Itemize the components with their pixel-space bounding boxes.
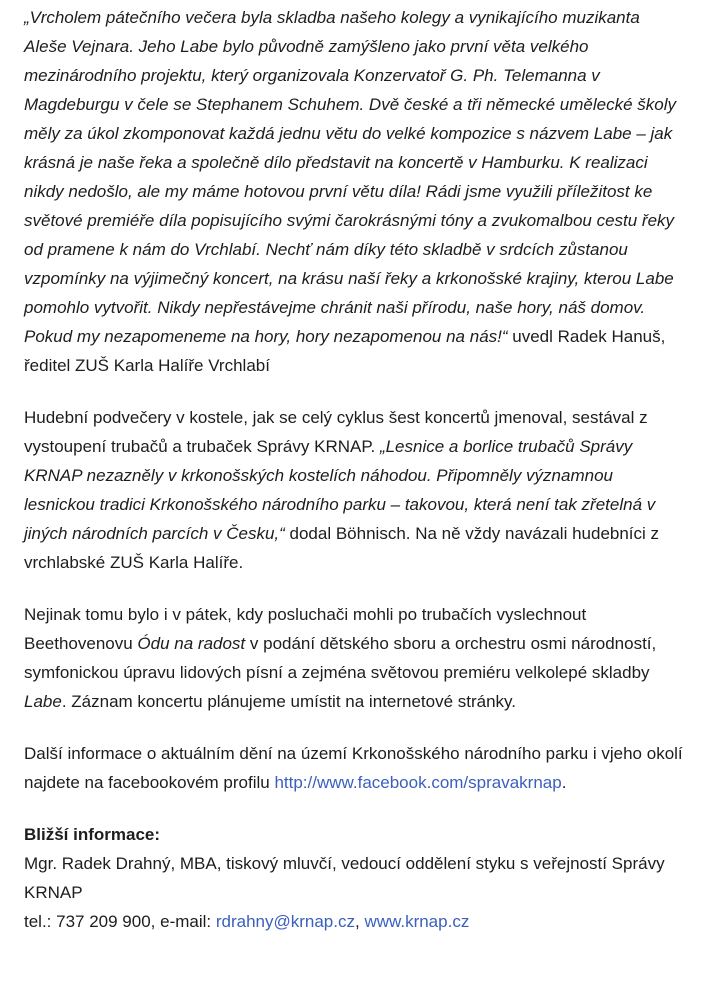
paragraph-text: dodal Böhnisch. Na ně vždy navázali hudebníci z vrchlabské ZUŠ Karla Halíře. [24, 524, 660, 572]
paragraph-text: v podání dětského sboru a orchestru osmi národností, symfonickou úpravu lidových písní a zejména světovou premiéru velkolepé skladby [24, 634, 657, 682]
email-link[interactable]: rdrahny@krnap.cz [215, 912, 355, 931]
contact-person: Mgr. Radek Drahný, MBA, tiskový mluvčí, vedoucí oddělení styku s veřejností Správy KRNAP [24, 854, 665, 902]
work-title-labe: Labe [24, 692, 62, 711]
quote-attribution: uvedl Radek Hanuš, ředitel ZUŠ Karla Halíře Vrchlabí [24, 327, 666, 375]
website-link[interactable]: www.krnap.cz [364, 912, 470, 931]
punctuation: . [561, 773, 567, 792]
separator: , [355, 912, 365, 931]
facebook-link[interactable]: http://www.facebook.com/spravakrnap [274, 773, 562, 792]
bohnisch-quote: „Lesnice a borlice trubačů Správy KRNAP nezazněly v krkonošských kostelích náhodou. Připomněly významnou lesnickou tradici Krkonošského národního parku – takovou, která není tak zřetelná v jiných národních parcích v Česku,“ [24, 437, 656, 543]
contact-tel: tel.: 737 209 900, e-mail: [24, 912, 216, 931]
work-title-oda: Ódu na radost [137, 634, 246, 653]
paragraph-text: Hudební podvečery v kostele, jak se celý cyklus šest koncertů jmenoval, sestával z vystoupení trubačů a trubaček Správy KRNAP. [24, 408, 648, 456]
contact-block [24, 820, 686, 936]
director-quote: „Vrcholem pátečního večera byla skladba našeho kolegy a vynikajícího muzikanta Aleše Vejnara. Jeho Labe bylo původně zamýšleno jako první věta velkého mezinárodního projektu, který organizovala Konzervatoř G. Ph. Telemanna v Magdeburgu v čele se Stephanem Schuhem. Dvě české a tři německé umělecké školy měly za úkol zkomponovat každá jednu větu do velké kompozice s názvem Labe – jak krásná je naše řeka a společně dílo představit na koncertě v Hamburku. K realizaci nikdy nedošlo, ale my máme hotovou první větu díla! Rádi jsme využili příležitost ke světové premiéře díla popisujícího svými čarokrásnými tóny a zvukomalbou cestu řeky od pramene k nám do Vrchlabí. Nechť nám díky této skladbě v srdcích zůstanou vzpomínky na výjimečný koncert, na krásu naší řeky a krkonošské krajiny, kterou Labe pomohlo vytvořit. Nikdy nepřestávejme chránit naši přírodu, naše hory, náš domov. Pokud my nezapomeneme na hory, hory nezapomenou na nás!“ [24, 8, 676, 346]
paragraph-text: . Záznam koncertu plánujeme umístit na internetové stránky. [61, 692, 517, 711]
paragraph-trumpeters [24, 403, 686, 577]
paragraph-director-quote [24, 3, 686, 380]
contact-heading: Bližší informace: [24, 825, 161, 844]
paragraph-text: Další informace o aktuálním dění na území Krkonošského národního parku i vjeho okolí najdete na facebookovém profilu [24, 744, 683, 792]
paragraph-friday-concert [24, 600, 686, 716]
paragraph-facebook [24, 739, 686, 797]
paragraph-text: Nejinak tomu bylo i v pátek, kdy posluchači mohli po trubačích vyslechnout Beethovenovu [24, 605, 587, 653]
